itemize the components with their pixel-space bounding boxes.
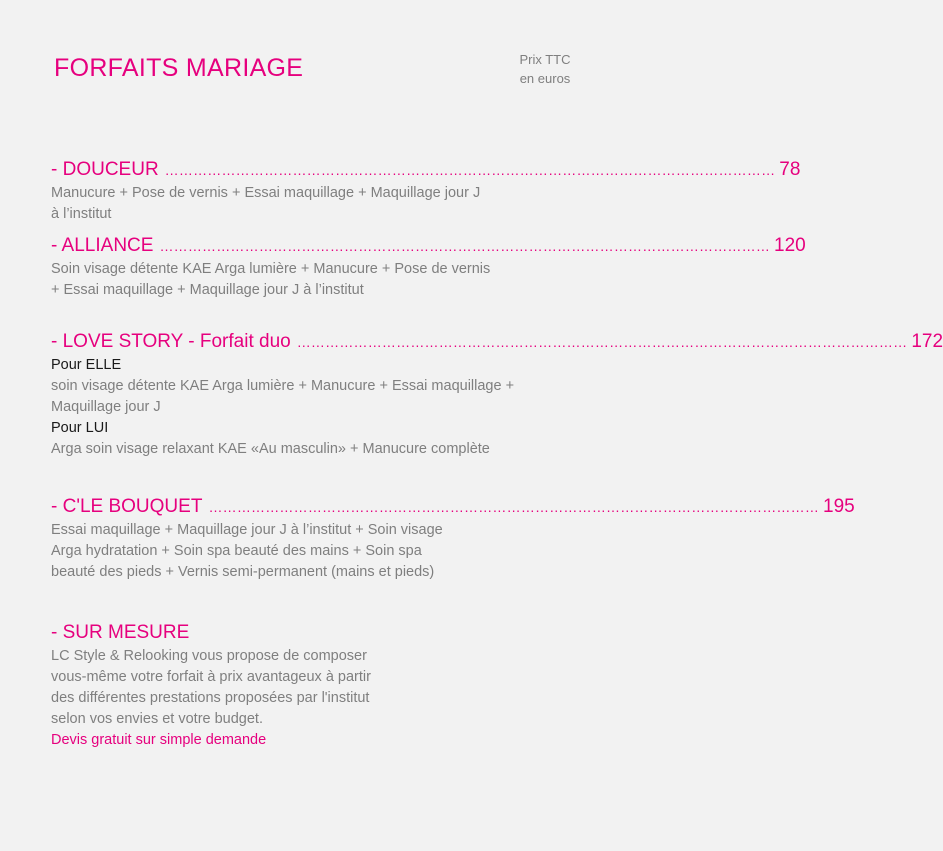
package-name: - DOUCEUR — [51, 159, 159, 180]
package-bouquet — [51, 494, 855, 583]
package-sur-mesure — [51, 620, 591, 751]
package-name: - C'LE BOUQUET — [51, 496, 203, 517]
package-heading — [51, 494, 855, 520]
package-heading — [51, 329, 943, 355]
dot-leader: ………………………………………………………………………………………………………………… — [159, 238, 771, 254]
package-description: des différentes prestations proposées par l'institut — [51, 690, 370, 706]
package-description: Soin visage détente KAE Arga lumière + Manucure + Pose de vernis — [51, 261, 491, 277]
package-description: beauté des pieds + Vernis semi-permanent (mains et pieds) — [51, 564, 435, 580]
price-note-line1: Prix TTC — [519, 52, 571, 67]
dot-leader: ………………………………………………………………………………………………………………… — [164, 162, 776, 178]
elle-label: Pour ELLE — [51, 357, 122, 373]
package-love-story — [51, 329, 943, 460]
package-description: Maquillage jour J — [51, 399, 161, 415]
package-name: - LOVE STORY - Forfait duo — [51, 331, 291, 352]
package-heading — [51, 233, 806, 259]
package-price: 195 — [823, 496, 855, 517]
package-description: selon vos envies et votre budget. — [51, 711, 263, 727]
package-description: + Essai maquillage + Maquillage jour J à l’institut — [51, 282, 364, 298]
package-name: - SUR MESURE — [51, 622, 190, 643]
quote-cta: Devis gratuit sur simple demande — [51, 732, 267, 748]
dot-leader: ………………………………………………………………………………………………………………… — [208, 499, 820, 515]
package-description: Essai maquillage + Maquillage jour J à l’institut + Soin visage — [51, 522, 443, 538]
package-price: 172 — [911, 331, 943, 352]
price-note — [505, 50, 585, 88]
lui-label: Pour LUI — [51, 420, 109, 436]
price-note-line2: en euros — [519, 71, 571, 86]
package-description: Manucure + Pose de vernis + Essai maquillage + Maquillage jour J — [51, 185, 481, 201]
package-price: 78 — [779, 159, 801, 180]
package-name: - ALLIANCE — [51, 235, 154, 256]
package-description: Arga hydratation + Soin spa beauté des mains + Soin spa — [51, 543, 422, 559]
package-heading — [51, 157, 801, 183]
package-description: Arga soin visage relaxant KAE «Au masculin» + Manucure complète — [51, 441, 490, 457]
package-description: vous-même votre forfait à prix avantageux à partir — [51, 669, 371, 685]
package-description: à l’institut — [51, 206, 112, 222]
page-title: FORFAITS MARIAGE — [54, 54, 304, 82]
package-douceur — [51, 157, 801, 225]
dot-leader: ………………………………………………………………………………………………………………… — [296, 334, 908, 350]
package-description: LC Style & Relooking vous propose de composer — [51, 648, 367, 664]
package-price: 120 — [774, 235, 806, 256]
package-alliance — [51, 233, 806, 301]
package-description: soin visage détente KAE Arga lumière + Manucure + Essai maquillage + — [51, 378, 515, 394]
